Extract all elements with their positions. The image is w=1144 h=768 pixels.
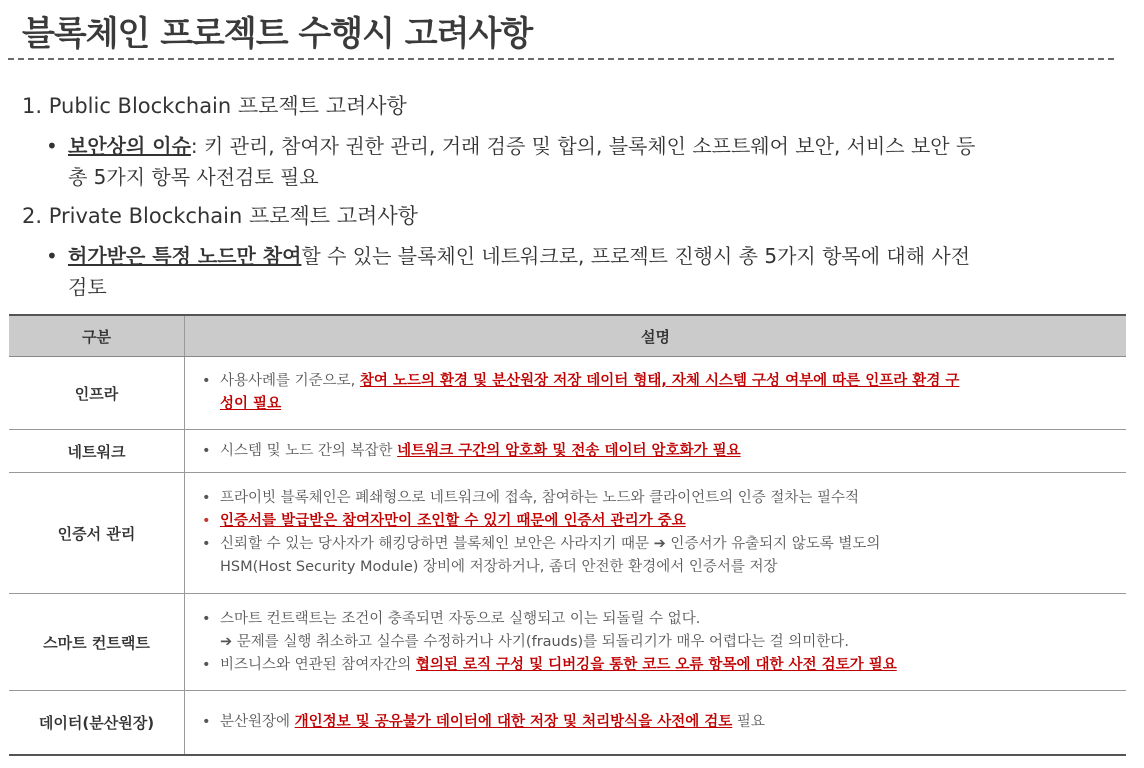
row-category-certificate: 인증서 관리 xyxy=(9,473,185,594)
header-category: 구분 xyxy=(9,315,185,357)
slide-title: 블록체인 프로젝트 수행시 고려사항 xyxy=(22,14,533,54)
description-line xyxy=(202,711,1113,734)
description-line xyxy=(202,533,1113,556)
description-line xyxy=(202,393,1113,416)
public-bullet-text: : 키 관리, 참여자 권한 관리, 거래 검증 및 합의, 블록체인 소프트웨어 보안, 서비스 보안 등 xyxy=(190,134,976,158)
description-line xyxy=(202,654,1113,677)
header-description: 설명 xyxy=(185,315,1127,357)
row-category-infra: 인프라 xyxy=(9,357,185,430)
bullet-dot: • xyxy=(46,244,58,268)
description-text: 필요 xyxy=(732,713,765,730)
title-divider xyxy=(8,58,1114,60)
table-row xyxy=(9,594,1126,691)
description-line xyxy=(202,510,1113,533)
highlight-text: 성이 필요 xyxy=(220,396,282,412)
considerations-table xyxy=(9,314,1126,756)
table-row xyxy=(9,473,1126,594)
bullet-dot: • xyxy=(46,134,58,158)
highlight-text: 인증서를 발급받은 참여자만이 조인할 수 있기 때문에 인증서 관리가 중요 xyxy=(220,513,686,529)
table-row xyxy=(9,357,1126,430)
private-bullet xyxy=(46,240,970,269)
highlight-text: 협의된 로직 구성 및 디버깅을 통한 코드 오류 항목에 대한 사전 검토가 필요 xyxy=(415,656,897,673)
bullet-dot: • xyxy=(202,536,211,552)
description-text: ➔ 문제를 실행 취소하고 실수를 수정하거나 사기(frauds)를 되돌리기가 매우 어렵다는 걸 의미한다. xyxy=(220,633,849,650)
row-description xyxy=(185,357,1127,430)
row-description xyxy=(185,430,1127,473)
description-text: 신뢰할 수 있는 당사자가 해킹당하면 블록체인 보안은 사라지기 때문 ➔ 인증서가 유출되지 않도록 별도의 xyxy=(220,536,881,552)
highlight-text: 개인정보 및 공유불가 데이터에 대한 저장 및 처리방식을 사전에 검토 xyxy=(294,713,733,730)
section-heading-public: 1. Public Blockchain 프로젝트 고려사항 xyxy=(22,94,407,118)
public-bullet xyxy=(46,130,975,159)
description-text: 스마트 컨트랙트는 조건이 충족되면 자동으로 실행되고 이는 되돌릴 수 없다. xyxy=(220,610,701,627)
description-text: 사용사례를 기준으로, xyxy=(220,373,360,389)
table-row xyxy=(9,691,1126,755)
bullet-dot: • xyxy=(202,610,211,627)
private-bullet-continuation: 검토 xyxy=(68,275,107,299)
bullet-dot: • xyxy=(202,490,211,506)
row-category-network: 네트워크 xyxy=(9,430,185,473)
bullet-dot: • xyxy=(202,656,211,673)
description-line xyxy=(202,556,1113,579)
private-bullet-text: 할 수 있는 블록체인 네트워크로, 프로젝트 진행시 총 5가지 항목에 대해 사전 xyxy=(301,244,971,268)
description-text: 프라이빗 블록체인은 폐쇄형으로 네트워크에 접속, 참여하는 노드와 클라이언트의 인증 절차는 필수적 xyxy=(220,490,859,506)
bullet-dot: • xyxy=(202,373,211,389)
description-text: 분산원장에 xyxy=(220,713,295,730)
row-description xyxy=(185,594,1127,691)
bullet-dot: • xyxy=(202,513,211,529)
bullet-dot: • xyxy=(202,713,211,730)
description-text: 비즈니스와 연관된 참여자간의 xyxy=(220,656,416,673)
description-text: HSM(Host Security Module) 장비에 저장하거나, 좀더 안전한 환경에서 인증서를 저장 xyxy=(220,559,778,575)
description-text: 시스템 및 노드 간의 복잡한 xyxy=(220,442,398,459)
public-bullet-continuation: 총 5가지 항목 사전검토 필요 xyxy=(68,165,319,189)
description-line xyxy=(202,370,1113,393)
table-header-row xyxy=(9,315,1126,357)
highlight-text: 참여 노드의 환경 및 분산원장 저장 데이터 형태, 자체 시스템 구성 여부에 따른 인프라 환경 구 xyxy=(359,373,960,389)
section-heading-private: 2. Private Blockchain 프로젝트 고려사항 xyxy=(22,204,418,228)
table-row xyxy=(9,430,1126,473)
row-category-smart-contract: 스마트 컨트랙트 xyxy=(9,594,185,691)
description-line xyxy=(202,440,1113,463)
row-category-data: 데이터(분산원장) xyxy=(9,691,185,755)
row-description xyxy=(185,473,1127,594)
description-line xyxy=(202,608,1113,631)
description-line xyxy=(202,487,1113,510)
public-bullet-emphasis: 보안상의 이슈 xyxy=(68,134,191,158)
private-bullet-emphasis: 허가받은 특정 노드만 참여 xyxy=(68,244,302,268)
row-description xyxy=(185,691,1127,755)
bullet-dot: • xyxy=(202,442,211,459)
highlight-text: 네트워크 구간의 암호화 및 전송 데이터 암호화가 필요 xyxy=(397,442,741,459)
description-line xyxy=(202,631,1113,654)
